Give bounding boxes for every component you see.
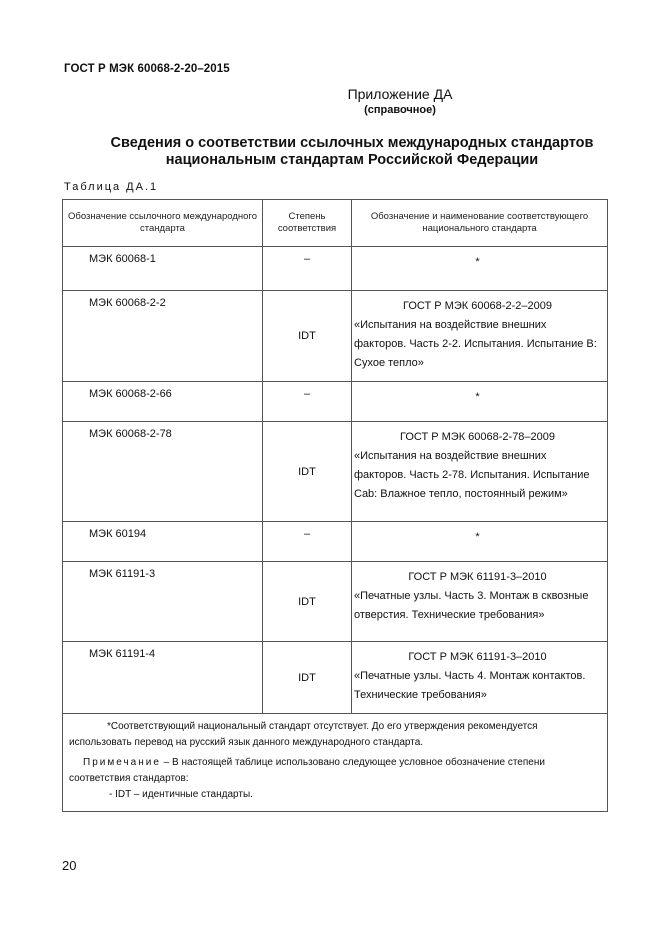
national-standard-first: * [475, 531, 480, 543]
footnote-idt: - IDT – идентичные стандарты. [109, 789, 253, 800]
national-standard-first: ГОСТ Р МЭК 61191-3–2010 [408, 571, 547, 583]
table-label: Таблица ДА.1 [64, 181, 159, 193]
national-standard-first: ГОСТ Р МЭК 60068-2-78–2009 [399, 431, 556, 443]
national-standard [352, 247, 608, 291]
ref-standard: МЭК 60068-1 [63, 247, 263, 291]
correspondence-table [62, 199, 608, 812]
national-standard [352, 382, 608, 422]
table-row [63, 247, 608, 291]
annex-title: Приложение ДА [347, 86, 453, 102]
national-standard-first: * [475, 256, 480, 268]
table-footnote [63, 714, 608, 812]
standard-designation: ГОСТ Р МЭК 60068-2-20–2015 [64, 63, 230, 75]
degree: IDT [263, 562, 352, 642]
ref-standard: МЭК 60068-2-2 [63, 291, 263, 382]
ref-standard: МЭК 60194 [63, 522, 263, 562]
footnote-note [69, 755, 601, 787]
national-standard [352, 642, 608, 714]
degree: – [263, 382, 352, 422]
degree: IDT [263, 422, 352, 522]
degree: IDT [263, 291, 352, 382]
table-row [63, 382, 608, 422]
info-title [62, 135, 642, 169]
ref-standard: МЭК 60068-2-66 [63, 382, 263, 422]
national-standard [352, 562, 608, 642]
national-standard-title: «Испытания на воздействие внешних факторов. Часть 2-2. Испытания. Испытание В: Сухое тепло» [354, 319, 597, 369]
info-title-line1: Сведения о соответствии ссылочных международных стандартов [110, 135, 594, 151]
table-footnote-row [63, 714, 608, 812]
table-row [63, 642, 608, 714]
ref-standard: МЭК 61191-3 [63, 562, 263, 642]
table-row [63, 562, 608, 642]
ref-standard: МЭК 60068-2-78 [63, 422, 263, 522]
national-standard [352, 291, 608, 382]
degree: – [263, 522, 352, 562]
national-standard [352, 422, 608, 522]
degree: IDT [263, 642, 352, 714]
header-ref-standard: Обозначение ссылочного международного стандарта [63, 200, 263, 247]
note-label: Примечание [83, 757, 161, 768]
national-standard-title: «Печатные узлы. Часть 3. Монтаж в сквозные отверстия. Технические требования» [354, 590, 589, 621]
ref-standard: МЭК 61191-4 [63, 642, 263, 714]
table-row [63, 422, 608, 522]
annex-subtitle: (справочное) [364, 104, 436, 116]
national-standard-first: ГОСТ Р МЭК 61191-3–2010 [408, 651, 547, 663]
table-row [63, 291, 608, 382]
note-text: – В настоящей таблице использовано следующее условное обозначение степени соответствия стандартов: [69, 757, 545, 784]
info-title-line2: национальным стандартам Российской Федерации [165, 152, 539, 168]
national-standard-first: ГОСТ Р МЭК 60068-2-2–2009 [403, 300, 552, 312]
header-degree: Степень соответствия [263, 200, 352, 247]
page-number: 20 [62, 858, 77, 873]
national-standard [352, 522, 608, 562]
table-row [63, 522, 608, 562]
national-standard-title: «Печатные узлы. Часть 4. Монтаж контактов. Технические требования» [354, 670, 586, 701]
national-standard-first: * [475, 391, 480, 403]
table-header-row [63, 200, 608, 247]
degree: – [263, 247, 352, 291]
national-standard-title: «Испытания на воздействие внешних факторов. Часть 2-78. Испытания. Испытание Cab: Влажное тепло, постоянный режим» [354, 450, 590, 500]
footnote-star: *Соответствующий национальный стандарт отсутствует. До его утверждения рекомендуется использовать перевод на русский язык данного международного стандарта. [69, 721, 538, 748]
header-national-standard: Обозначение и наименование соответствующего национального стандарта [352, 200, 608, 247]
